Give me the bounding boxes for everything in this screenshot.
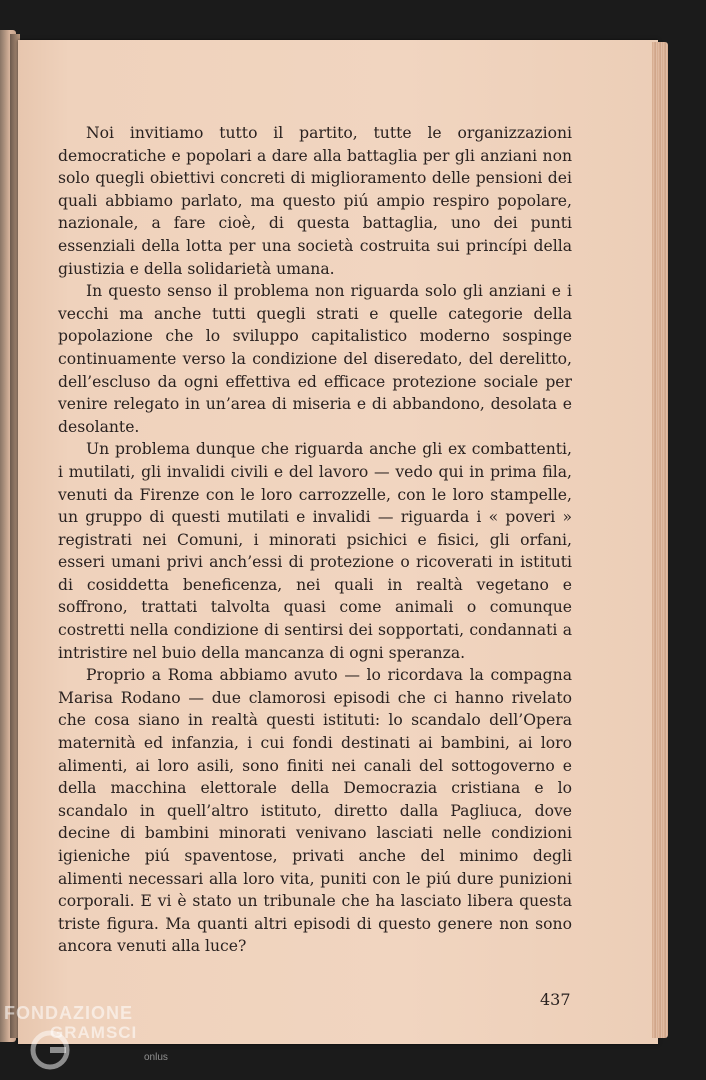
paragraph-2: In questo senso il problema non riguarda solo gli anziani e i vecchi ma anche tutti quegli strati e quelle categorie della popolazione che lo sviluppo capitalistico moderno sospinge continuamente verso la condizione del diseredato, del derelitto, dell’escluso da ogni effettiva ed efficace protezione sociale per venire relegato in un’area di miseria e di abbandono, desolata e desolante. xyxy=(58,282,572,436)
watermark-line1: FONDAZIONE xyxy=(4,1003,133,1023)
page-stack-edge xyxy=(652,42,668,1038)
paragraph-3: Un problema dunque che riguarda anche gli ex combattenti, i mutilati, gli invalidi civili e del lavoro — vedo qui in prima fila, venuti da Firenze con le loro carrozzelle, con le loro stampelle, un gruppo di questi mutilati e invalidi — riguarda i « poveri » registrati nei Comuni, i minorati psichici e fisici, gli orfani, esseri umani privi anch’essi di protezione o ricoverati in istituti di cosiddetta beneficenza, nei quali in realtà vegetano e soffrono, trattati talvolta quasi come animali o comunque costretti nella condizione di sentirsi dei sopportati, condannati a intristire nel buio della mancanza di ogni speranza. xyxy=(58,440,572,662)
watermark-onlus: onlus xyxy=(144,1052,168,1063)
watermark-line2: GRAMSCI xyxy=(50,1023,138,1042)
g-logo-icon xyxy=(28,1028,72,1072)
body-text xyxy=(58,122,572,958)
paragraph-4: Proprio a Roma abbiamo avuto — lo ricordava la compagna Marisa Rodano — due clamorosi episodi che ci hanno rivelato che cosa siano in realtà questi istituti: lo scandalo dell’Opera maternità ed infanzia, i cui fondi destinati ai bambini, ai loro alimenti, ai loro asili, sono finiti nei canali del sottogoverno e della macchina elettorale della Democrazia cristiana e lo scandalo in quell’altro istituto, diretto dalla Pagliuca, dove decine di bambini minorati venivano lasciati nelle condizioni igieniche piú spaventose, privati anche del minimo degli alimenti necessari alla loro vita, puniti con le piú dure punizioni corporali. E vi è stato un tribunale che ha lasciato libera questa triste figura. Ma quanti altri episodi di questo genere non sono ancora venuti alla luce? xyxy=(58,666,572,956)
paragraph-1: Noi invitiamo tutto il partito, tutte le organizzazioni democratiche e popolari a dare alla battaglia per gli anziani non solo quegli obiettivi concreti di miglioramento delle pensioni dei quali abbiamo parlato, ma questo piú ampio respiro popolare, nazionale, a fare cioè, di questa battaglia, uno dei punti essenziali della lotta per una società costruita sui princípi della giustizia e della solidarietà umana. xyxy=(58,124,572,278)
page-number: 437 xyxy=(540,990,571,1009)
